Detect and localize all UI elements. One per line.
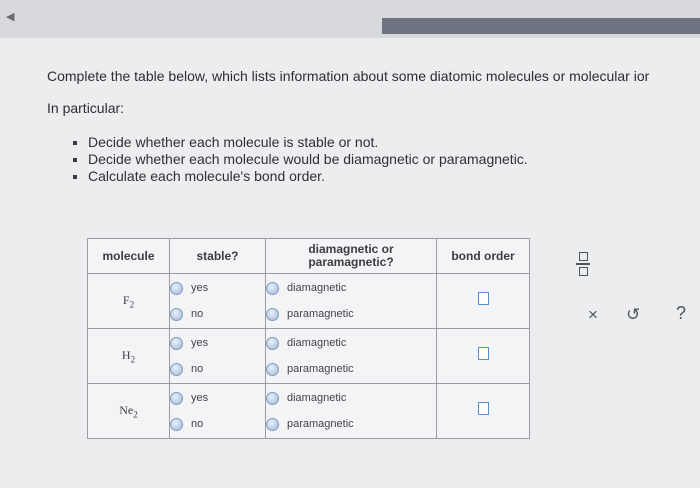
header-molecule: molecule <box>88 239 170 274</box>
paramagnetic-option[interactable] <box>266 411 436 437</box>
stable-options <box>170 384 266 439</box>
radio-icon[interactable] <box>266 392 279 405</box>
molecule-cell <box>88 274 170 329</box>
option-label: diamagnetic <box>287 392 347 404</box>
radio-icon[interactable] <box>170 282 183 295</box>
stable-no-option[interactable] <box>170 301 265 327</box>
option-label: no <box>191 418 204 430</box>
top-bar <box>0 0 700 38</box>
radio-icon[interactable] <box>170 363 183 376</box>
back-arrow-icon[interactable]: ◀ <box>6 11 15 23</box>
subheading: In particular: <box>47 100 125 116</box>
answer-tools <box>560 238 700 348</box>
radio-icon[interactable] <box>266 282 279 295</box>
radio-icon[interactable] <box>266 363 279 376</box>
undo-icon[interactable]: ↺ <box>626 305 641 324</box>
diamagnetic-option[interactable] <box>266 385 436 411</box>
header-magnetism-line2: paramagnetic? <box>308 255 394 269</box>
header-stable: stable? <box>170 239 266 274</box>
fraction-icon[interactable] <box>576 252 590 278</box>
stable-yes-option[interactable] <box>170 385 265 411</box>
table-row <box>88 329 530 384</box>
option-label: paramagnetic <box>287 363 354 375</box>
molecule-subscript: 2 <box>129 299 135 310</box>
stable-yes-option[interactable] <box>170 330 265 356</box>
molecule-symbol: H <box>121 347 131 362</box>
radio-icon[interactable] <box>170 308 183 321</box>
list-item: Calculate each molecule's bond order. <box>68 168 528 185</box>
magnetism-options <box>266 274 437 329</box>
molecule-subscript: 2 <box>130 354 136 365</box>
bond-order-cell <box>437 384 530 439</box>
stable-no-option[interactable] <box>170 411 265 437</box>
header-bond-order: bond order <box>437 239 530 274</box>
radio-icon[interactable] <box>266 418 279 431</box>
list-item: Decide whether each molecule is stable or not. <box>68 134 528 151</box>
option-label: paramagnetic <box>287 418 354 430</box>
diamagnetic-option[interactable] <box>266 275 436 301</box>
table-header-row <box>88 239 530 274</box>
molecule-table <box>87 238 530 439</box>
magnetism-options <box>266 329 437 384</box>
option-label: no <box>191 308 204 320</box>
option-label: yes <box>191 392 209 404</box>
option-label: diamagnetic <box>287 337 347 349</box>
option-label: yes <box>191 337 209 349</box>
stable-options <box>170 274 266 329</box>
instruction-list <box>68 134 528 185</box>
radio-icon[interactable] <box>266 337 279 350</box>
progress-bar <box>382 18 700 34</box>
molecule-symbol: Ne <box>119 402 134 417</box>
bond-order-input[interactable] <box>478 347 489 360</box>
molecule-cell <box>88 384 170 439</box>
molecule-cell <box>88 329 170 384</box>
stable-no-option[interactable] <box>170 356 265 382</box>
magnetism-options <box>266 384 437 439</box>
header-magnetism-line1: diamagnetic or <box>308 242 394 256</box>
bond-order-input[interactable] <box>478 292 489 305</box>
paramagnetic-option[interactable] <box>266 356 436 382</box>
radio-icon[interactable] <box>170 418 183 431</box>
molecule-subscript: 2 <box>133 409 138 420</box>
molecule-symbol: F <box>122 292 130 307</box>
fraction-bar <box>576 263 590 265</box>
paramagnetic-option[interactable] <box>266 301 436 327</box>
bond-order-cell <box>437 274 530 329</box>
help-icon[interactable]: ? <box>676 303 687 323</box>
bond-order-input[interactable] <box>478 402 489 415</box>
stable-yes-option[interactable] <box>170 275 265 301</box>
close-icon[interactable]: × <box>588 305 598 324</box>
fraction-denominator-box <box>579 267 588 276</box>
radio-icon[interactable] <box>266 308 279 321</box>
instructions-text: Complete the table below, which lists information about some diatomic molecules or molecular ior <box>47 68 650 84</box>
option-label: paramagnetic <box>287 308 354 320</box>
fraction-numerator-box <box>579 252 588 261</box>
stable-options <box>170 329 266 384</box>
bond-order-cell <box>437 329 530 384</box>
option-label: no <box>191 363 204 375</box>
option-label: diamagnetic <box>287 282 347 294</box>
table-row <box>88 384 530 439</box>
diamagnetic-option[interactable] <box>266 330 436 356</box>
radio-icon[interactable] <box>170 337 183 350</box>
option-label: yes <box>191 282 209 294</box>
list-item: Decide whether each molecule would be diamagnetic or paramagnetic. <box>68 151 528 168</box>
radio-icon[interactable] <box>170 392 183 405</box>
table-row <box>88 274 530 329</box>
header-magnetism <box>266 239 437 274</box>
